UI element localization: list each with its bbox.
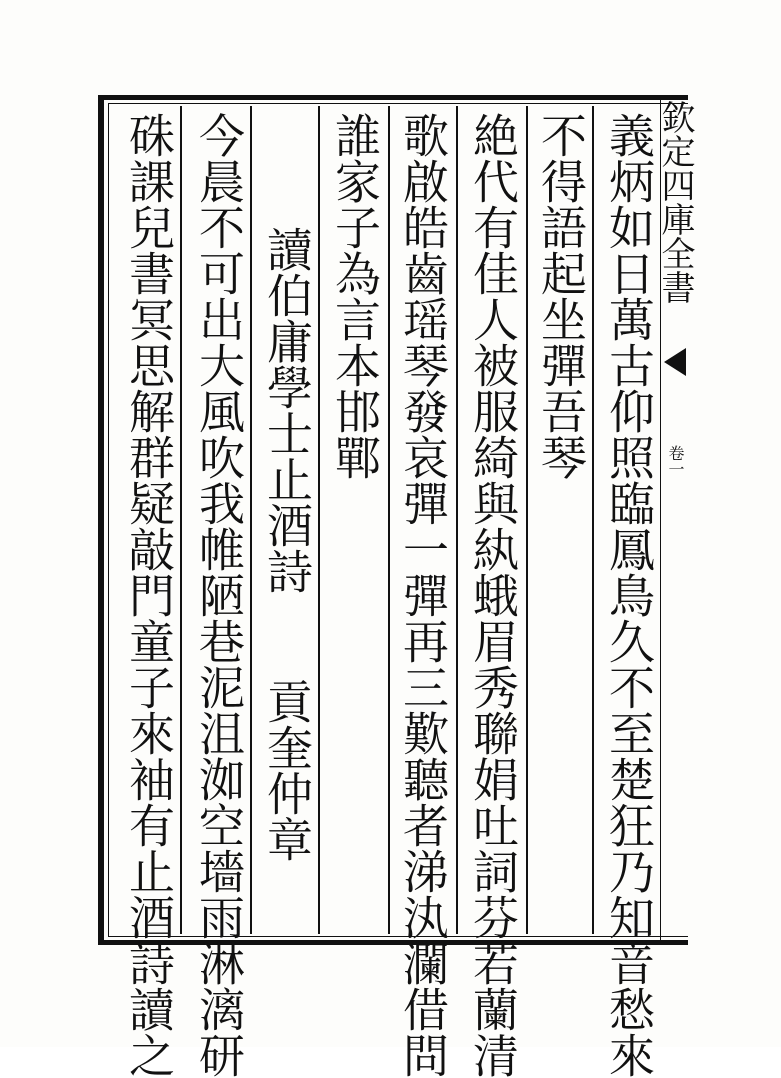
text-column-6: 今晨不可出大風吹我帷陋巷泥沮洳空墻雨淋漓研 (192, 112, 246, 1078)
poem-author: 貢奎仲章 (260, 678, 314, 862)
column-rule (180, 106, 182, 934)
poem-title: 讀伯庸學士止酒詩 (260, 226, 314, 594)
column-rule (456, 106, 458, 934)
banxin-title: 欽定四庫全書 (655, 100, 695, 304)
column-rule (318, 106, 320, 934)
text-column-2: 不得語起坐彈吾琴 (534, 112, 588, 480)
column-rule (526, 106, 528, 934)
text-column-4: 歌啟皓齒瑶琴發哀彈一彈再三歎聽者涕汍瀾借問 (396, 112, 450, 1078)
text-column-7: 硃課兒書冥思解群疑敲門童子來袖有止酒詩讀之 (122, 112, 176, 1078)
fishtail-mark-icon (664, 348, 686, 376)
text-column-5: 誰家子為言本邯鄲 (328, 112, 382, 480)
column-rule (388, 106, 390, 934)
text-column-1: 義炳如日萬古仰照臨鳳鳥久不至楚狂乃知音愁來 (602, 112, 656, 1078)
column-rule (592, 106, 594, 934)
text-column-3: 絶代有佳人被服綺與紈蛾眉秀聯娟吐詞芬若蘭清 (466, 112, 520, 1078)
banxin-juan-number: 卷一 (666, 445, 685, 477)
column-rule (250, 106, 252, 934)
